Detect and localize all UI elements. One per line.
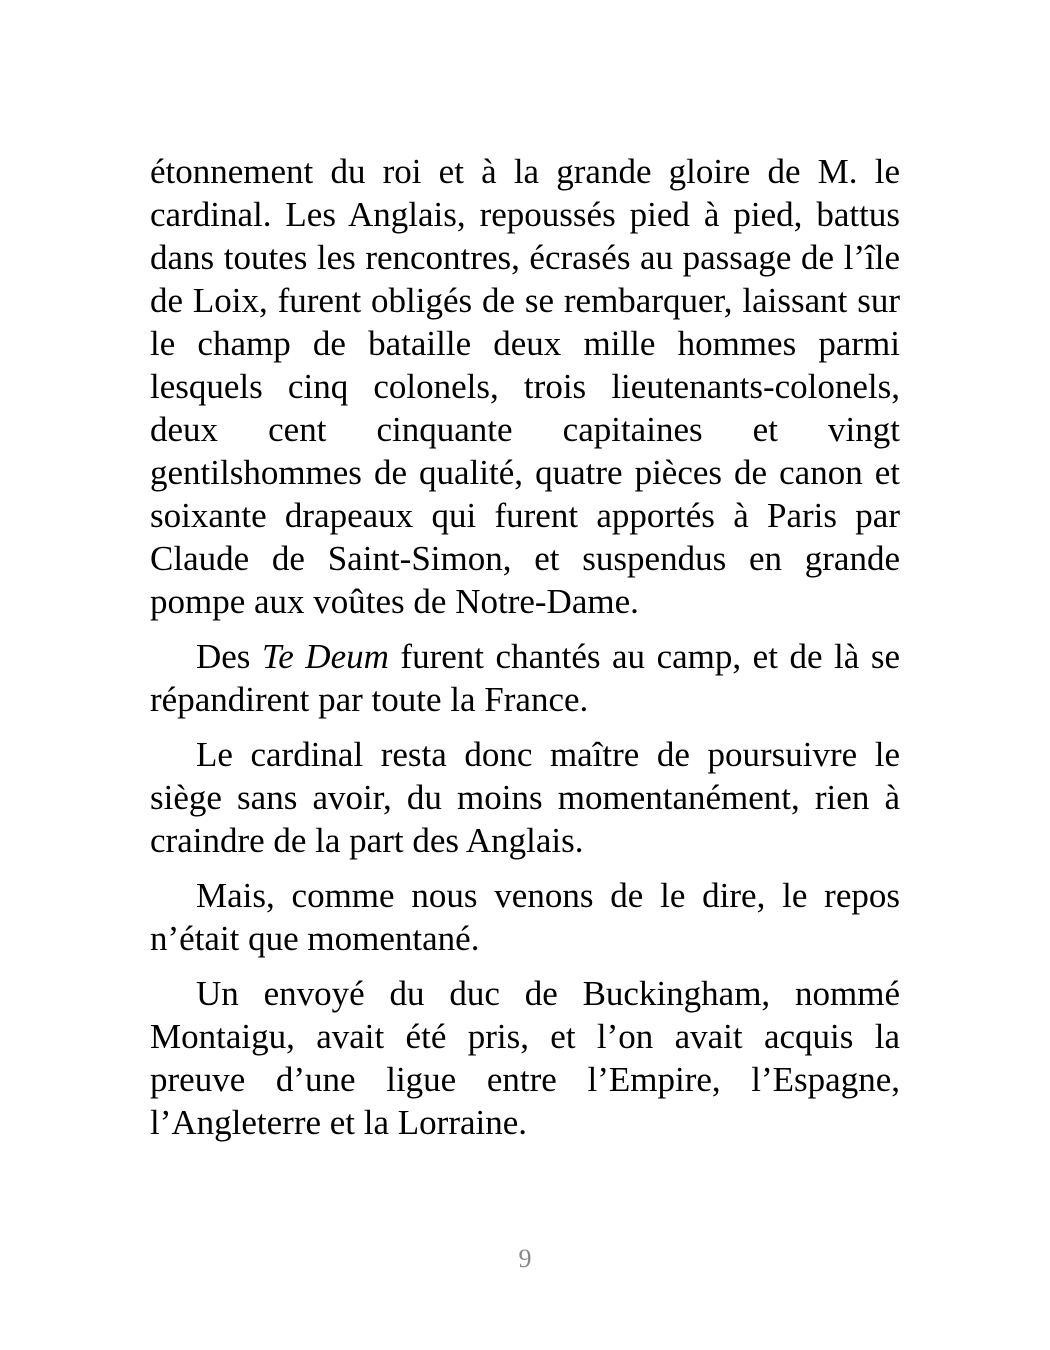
page-body — [150, 150, 900, 1156]
italic-title-te-deum: Te Deum — [261, 637, 389, 676]
paragraph-text: furent chantés au camp, et de là se répandirent par toute la France. — [150, 637, 900, 719]
paragraph: Un envoyé du duc de Buckingham, nommé Montaigu, avait été pris, et l’on avait acquis la preuve d’une ligue entre l’Empire, l’Espagne, l’Angleterre et la Lorraine. — [150, 974, 900, 1142]
page-number: 9 — [518, 1244, 532, 1273]
paragraph-te-deum — [150, 635, 900, 721]
paragraph-text: Des — [196, 637, 262, 676]
paragraph: Le cardinal resta donc maître de poursuivre le siège sans avoir, du moins momentanément, rien à craindre de la part des Anglais. — [150, 735, 900, 860]
paragraph-continued: étonnement du roi et à la grande gloire de M. le cardinal. Les Anglais, repoussés pied à pied, battus dans toutes les rencontres, écrasés au passage de l’île de Loix, furent obligés de se rembarquer, laissant sur le champ de bataille deux mille hommes parmi lesquels cinq colonels, trois lieutenants-colonels, deux cent cinquante capitaines et vingt gentilshommes de qualité, quatre pièces de canon et soixante drapeaux qui furent apportés à Paris par Claude de Saint-Simon, et suspendus en grande pompe aux voûtes de Notre-Dame. — [150, 152, 900, 621]
paragraph: Mais, comme nous venons de le dire, le repos n’était que momentané. — [150, 876, 900, 958]
